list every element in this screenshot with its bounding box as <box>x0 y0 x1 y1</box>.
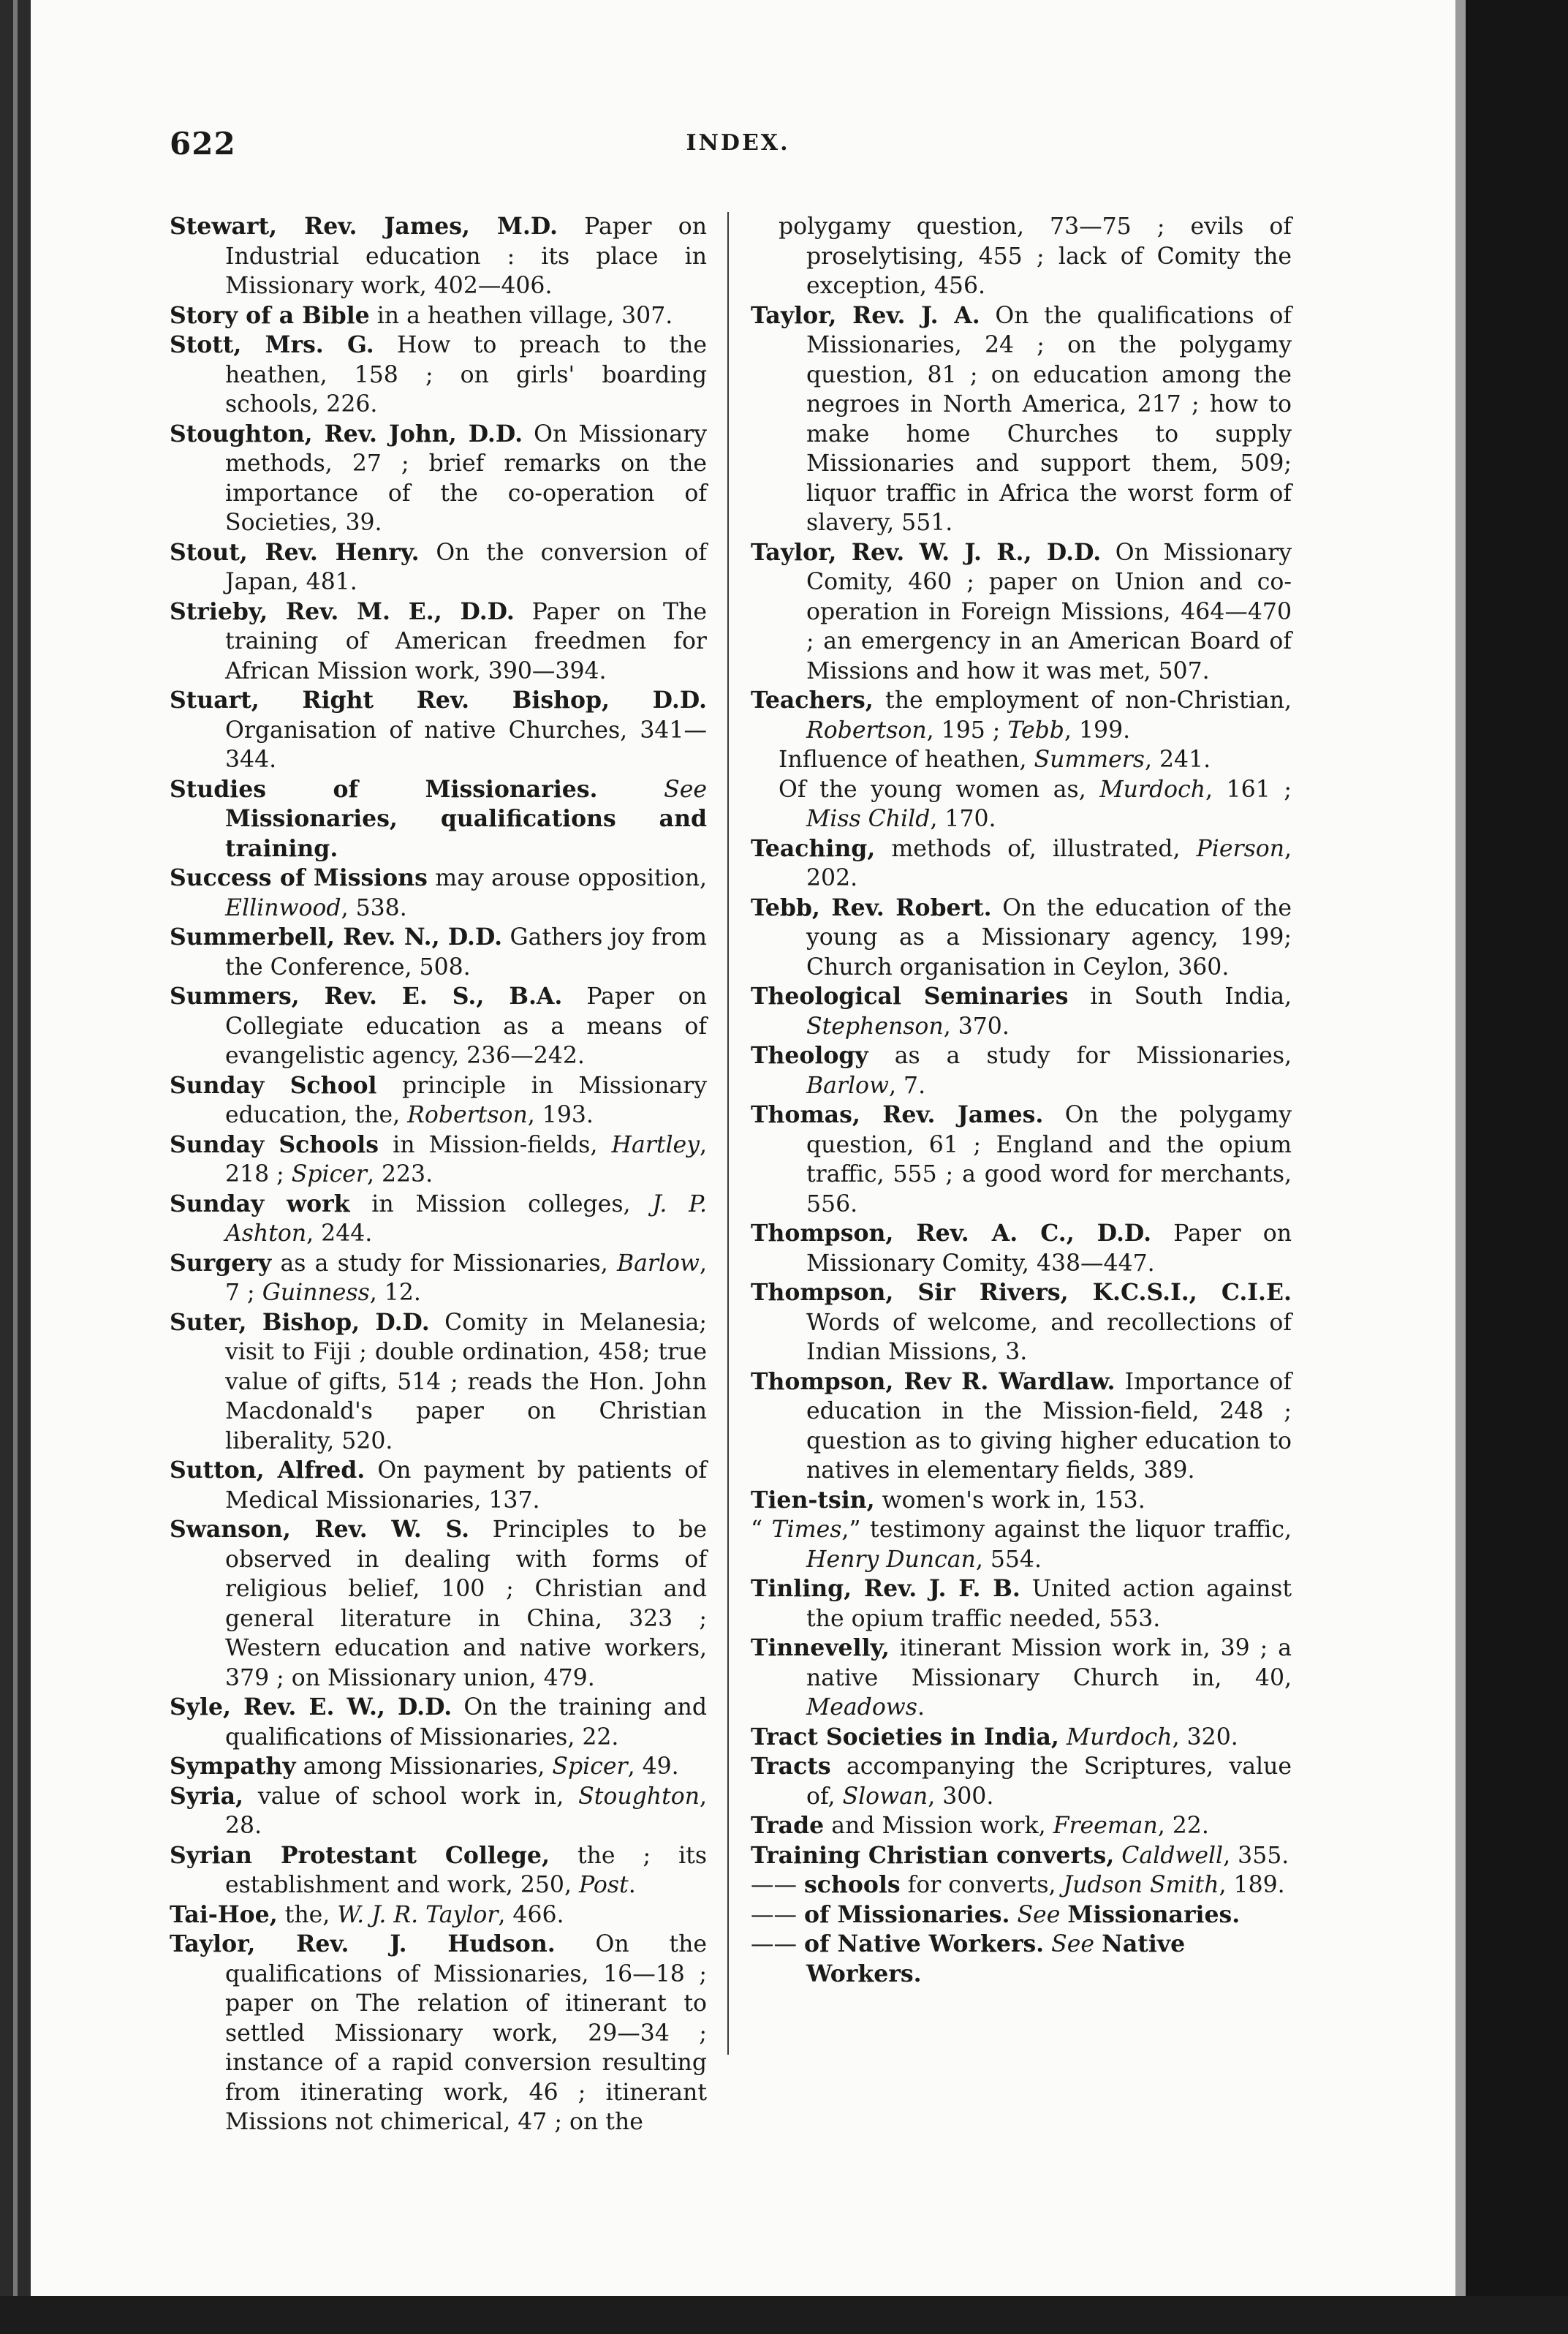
index-entry <box>170 597 707 687</box>
entry-text: , 195 ; <box>926 717 1008 744</box>
index-entry <box>751 1752 1292 1811</box>
entry-text: , 355. <box>1223 1842 1289 1869</box>
entry-citation: Miss Child <box>806 806 931 832</box>
entry-headword: Taylor, Rev. W. J. R., D.D. <box>751 538 1102 566</box>
entry-citation: Caldwell <box>1121 1842 1224 1869</box>
index-column-right <box>751 212 1292 1989</box>
entry-citation: Robertson <box>407 1102 528 1128</box>
index-entry <box>170 1190 707 1249</box>
entry-text: , 218 ; <box>225 1131 708 1187</box>
entry-text: Of the young women as, <box>779 776 1100 803</box>
entry-text: , 370. <box>943 1013 1010 1040</box>
entry-headword: Summers, Rev. E. S., B.A. <box>170 983 563 1010</box>
entry-citation: Spicer <box>552 1753 628 1780</box>
entry-text <box>1010 1902 1017 1928</box>
entry-text: Paper on The training of American freedmen for African Mission work, 390—394. <box>225 598 707 684</box>
entry-text: “ <box>751 1517 772 1543</box>
index-entry <box>751 1367 1292 1486</box>
entry-text <box>598 777 664 803</box>
index-entry <box>751 1486 1292 1516</box>
index-entry <box>170 1130 707 1190</box>
entry-citation: Stephenson <box>806 1013 944 1040</box>
entry-text: for converts, <box>900 1872 1064 1898</box>
entry-headword: Syrian Protestant College, <box>170 1841 550 1869</box>
index-entry <box>170 1782 707 1841</box>
entry-text: On the education of the young as a Missionary agency, 199; Church organisation in Ceylon, 360. <box>806 894 1292 981</box>
entry-citation: Guinness <box>262 1280 370 1306</box>
entry-text: in South India, <box>1068 983 1292 1010</box>
entry-text: , 241. <box>1144 747 1211 773</box>
entry-text: ,” testimony against the liquor traffic, <box>841 1517 1292 1543</box>
entry-citation: Henry Duncan <box>806 1546 976 1573</box>
entry-text: , 170. <box>930 806 996 832</box>
entry-text: —— <box>751 1872 805 1898</box>
index-entry <box>751 1219 1292 1278</box>
entry-text: , 320. <box>1172 1723 1238 1750</box>
entry-text: Paper on Collegiate education as a means of evangelistic agency, 236—242. <box>225 983 708 1069</box>
entry-headword: Stoughton, Rev. John, D.D. <box>170 420 523 447</box>
entry-text: , 223. <box>366 1161 433 1187</box>
entry-citation: Tebb <box>1007 717 1064 744</box>
entry-text: among Missionaries, <box>295 1753 553 1780</box>
entry-citation: Stoughton <box>578 1783 700 1810</box>
index-entry <box>751 1811 1292 1841</box>
index-column-left <box>170 212 707 2137</box>
entry-text: value of school work in, <box>243 1783 579 1810</box>
entry-text: , 554. <box>975 1546 1042 1573</box>
index-entry <box>170 331 707 420</box>
entry-citation: Barlow <box>806 1072 889 1099</box>
entry-text: . <box>628 1872 636 1898</box>
entry-headword: Thompson, Rev R. Wardlaw. <box>751 1367 1116 1395</box>
entry-citation: See <box>1017 1901 1061 1928</box>
entry-headword: Tract Societies in India, <box>751 1723 1059 1750</box>
entry-text: Principles to be observed in dealing with forms of religious belief, 100 ; Christian and general literature in China, 323 ; Western education and native workers, 379 ; on Missionary union, 479. <box>225 1517 707 1691</box>
entry-text: in Mission-fields, <box>378 1131 612 1158</box>
entry-text: the employment of non-Christian, <box>873 687 1292 714</box>
entry-text: , 7 ; <box>225 1250 707 1306</box>
entry-headword: Stout, Rev. Henry. <box>170 538 420 566</box>
index-entry <box>751 538 1292 687</box>
index-entry <box>170 538 707 597</box>
entry-text: in Mission colleges, <box>349 1190 653 1217</box>
index-entry <box>170 1308 707 1457</box>
index-entry <box>170 212 707 301</box>
entry-text <box>1044 1931 1051 1957</box>
entry-text: , 49. <box>627 1753 679 1780</box>
entry-citation: Murdoch <box>1066 1723 1173 1750</box>
entry-headword: Thomas, Rev. James. <box>751 1101 1044 1128</box>
entry-headword: Story of a Bible <box>170 301 370 329</box>
index-entry <box>751 686 1292 745</box>
index-subentry <box>751 745 1292 775</box>
entry-text: itinerant Mission work in, 39 ; a native Missionary Church in, 40, <box>806 1635 1292 1691</box>
entry-citation: See <box>1051 1931 1095 1957</box>
index-entry <box>751 1041 1292 1100</box>
scan-border-bottom <box>0 2296 1568 2334</box>
entry-text: , 7. <box>889 1072 926 1099</box>
entry-text: the, <box>277 1901 338 1928</box>
entry-text: , 189. <box>1219 1872 1285 1898</box>
entry-headword: Stott, Mrs. G. <box>170 331 374 358</box>
entry-citation: Murdoch <box>1099 776 1206 803</box>
index-entry <box>751 982 1292 1041</box>
entry-headword: of Missionaries. <box>804 1900 1010 1928</box>
entry-text: may arouse opposition, <box>427 865 707 891</box>
page-number: 622 <box>170 126 236 162</box>
entry-headword: Stuart, Right Rev. Bishop, D.D. <box>170 687 707 714</box>
entry-text: How to preach to the heathen, 158 ; on girls' boarding schools, 226. <box>225 332 707 418</box>
index-subentry <box>751 775 1292 834</box>
index-entry <box>170 1071 707 1130</box>
entry-text: as a study for Missionaries, <box>868 1043 1292 1069</box>
entry-citation: Robertson <box>806 717 927 744</box>
entry-text: , 300. <box>928 1783 994 1810</box>
entry-headword: Training Christian converts, <box>751 1841 1115 1869</box>
index-entry <box>751 301 1292 538</box>
index-entry <box>170 1693 707 1752</box>
entry-headword: Theology <box>751 1042 868 1069</box>
index-entry <box>170 775 707 864</box>
index-entry <box>170 1456 707 1515</box>
entry-headword: Trade <box>751 1812 825 1839</box>
entry-text: Paper on Industrial education : its place in Missionary work, 402—406. <box>225 214 707 299</box>
index-entry <box>170 864 707 923</box>
entry-headword: Suter, Bishop, D.D. <box>170 1308 430 1336</box>
scan-border-right-edge <box>1455 0 1466 2334</box>
entry-headword: Theological Seminaries <box>751 983 1069 1010</box>
entry-headword: of Native Workers. <box>804 1930 1045 1957</box>
entry-headword: Sutton, Alfred. <box>170 1457 366 1484</box>
index-entry <box>751 1723 1292 1753</box>
entry-text: Words of welcome, and recollections of Indian Missions, 3. <box>806 1309 1292 1365</box>
index-entry <box>170 923 707 982</box>
entry-text: methods of, illustrated, <box>875 835 1197 862</box>
index-entry <box>170 301 707 331</box>
entry-headword: Sympathy <box>170 1753 296 1780</box>
index-entry <box>170 1249 707 1308</box>
entry-citation: Times <box>771 1517 842 1543</box>
entry-text: . <box>917 1694 925 1721</box>
entry-text: Comity in Melanesia; visit to Fiji ; double ordination, 458; true value of gifts, 514 ; reads the Hon. John Macdonald's paper on Christian liberality, 520. <box>225 1309 707 1454</box>
entry-headword: Tai-Hoe, <box>170 1900 278 1928</box>
entry-text: , 193. <box>527 1102 594 1128</box>
entry-text: On the qualifications of Missionaries, 16—18 ; paper on The relation of itinerant to settled Missionary work, 29—34 ; instance of a rapid conversion resulting from itinerating work, 46 ; itinerant Missions not chimerical, 47 ; on the <box>225 1931 707 2135</box>
index-entry <box>170 1752 707 1782</box>
index-entry <box>170 686 707 775</box>
entry-text: accompanying the Scriptures, value of, <box>806 1753 1292 1810</box>
entry-text: , 202. <box>806 835 1292 891</box>
entry-text: Paper on Missionary Comity, 438—447. <box>806 1220 1292 1277</box>
entry-citation: Pierson <box>1196 835 1284 862</box>
entry-text: , 466. <box>498 1901 564 1928</box>
index-subentry <box>751 212 1292 301</box>
entry-headword: Teaching, <box>751 834 876 862</box>
entry-headword: Summerbell, Rev. N., D.D. <box>170 924 503 951</box>
index-entry <box>170 982 707 1071</box>
entry-text: On Missionary methods, 27 ; brief remarks on the importance of the co-operation of Societies, 39. <box>225 420 707 536</box>
entry-text: On the training and qualifications of Missionaries, 22. <box>225 1694 707 1750</box>
entry-citation: J. P. Ashton <box>225 1190 707 1247</box>
entry-citation: Meadows <box>806 1694 917 1721</box>
index-entry <box>751 1278 1292 1367</box>
column-divider <box>727 212 729 2055</box>
entry-headword: Thompson, Rev. A. C., D.D. <box>751 1220 1152 1247</box>
entry-headword: Tebb, Rev. Robert. <box>751 894 992 921</box>
scan-border-left <box>0 0 31 2334</box>
index-entry <box>751 1900 1292 1930</box>
entry-citation: Freeman <box>1053 1813 1158 1839</box>
entry-text: Importance of education in the Mission-field, 248 ; question as to giving higher education to natives in elementary fields, 389. <box>806 1368 1292 1484</box>
entry-citation: Barlow <box>616 1250 700 1277</box>
entry-text <box>1059 1724 1067 1750</box>
entry-headword: Sunday School <box>170 1071 377 1099</box>
entry-text: Organisation of native Churches, 341—344. <box>225 717 707 773</box>
entry-text: the ; its establishment and work, 250, <box>225 1842 707 1898</box>
entry-text <box>1114 1843 1121 1869</box>
entry-text: polygamy question, 73—75 ; evils of proselytising, 455 ; lack of Comity the exception, 456. <box>779 214 1292 299</box>
entry-text: Influence of heathen, <box>779 747 1034 773</box>
entry-citation: Post <box>578 1872 629 1898</box>
entry-citation: Judson Smith <box>1063 1872 1219 1898</box>
entry-headword: Tinling, Rev. J. F. B. <box>751 1575 1020 1602</box>
entry-text: in a heathen village, 307. <box>369 302 673 329</box>
entry-headword: Success of Missions <box>170 864 428 891</box>
entry-headword: Strieby, Rev. M. E., D.D. <box>170 597 515 625</box>
entry-text: , 244. <box>306 1220 373 1247</box>
scan-border-right <box>1466 0 1568 2334</box>
index-entry <box>170 420 707 538</box>
entry-text: United action against the opium traffic needed, 553. <box>806 1576 1292 1632</box>
entry-citation: Summers <box>1034 747 1145 773</box>
entry-headword: Sunday Schools <box>170 1130 379 1158</box>
entry-text: women's work in, 153. <box>874 1487 1145 1514</box>
index-entry <box>170 1515 707 1693</box>
entry-text: On payment by patients of Medical Missionaries, 137. <box>225 1457 708 1514</box>
entry-text <box>1094 1931 1102 1957</box>
entry-citation: Slowan <box>842 1783 928 1810</box>
entry-headword: Swanson, Rev. W. S. <box>170 1516 470 1543</box>
entry-text: , 22. <box>1157 1813 1209 1839</box>
entry-text: as a study for Missionaries, <box>271 1250 617 1277</box>
entry-headword: Sunday work <box>170 1190 350 1217</box>
index-entry <box>751 1930 1292 1989</box>
entry-text: On Missionary Comity, 460 ; paper on Union and co-operation in Foreign Missions, 464—470 ; an emergency in an American Board of Missions and how it was met, 507. <box>806 539 1292 684</box>
entry-headword: Thompson, Sir Rivers, K.C.S.I., C.I.E. <box>751 1279 1292 1306</box>
index-entry <box>751 1634 1292 1723</box>
entry-text: —— <box>751 1901 805 1928</box>
index-entry <box>751 1841 1292 1871</box>
entry-text: On the conversion of Japan, 481. <box>225 539 707 595</box>
index-entry <box>751 1574 1292 1634</box>
entry-citation: Spicer <box>291 1161 367 1187</box>
entry-headword: Studies of Missionaries. <box>170 775 598 803</box>
index-entry <box>751 834 1292 894</box>
index-entry <box>170 1841 707 1900</box>
entry-headword: Missionaries. <box>1067 1900 1241 1928</box>
entry-text: , 199. <box>1064 717 1131 744</box>
entry-text: On the qualifications of Missionaries, 24 ; on the polygamy question, 81 ; on education among the negroes in North America, 217 ; how to make home Churches to supply Missionaries and support them, 509; liquor traffic in Africa the worst form of slavery, 551. <box>806 302 1292 536</box>
entry-headword: Tien-tsin, <box>751 1486 875 1514</box>
entry-text: , 161 ; <box>1205 776 1292 803</box>
entry-headword: Tinnevelly, <box>751 1634 890 1661</box>
entry-citation: See <box>664 776 708 803</box>
entry-citation: Ellinwood <box>225 894 341 921</box>
entry-headword: Teachers, <box>751 687 874 714</box>
entry-headword: Surgery <box>170 1249 272 1277</box>
entry-text: —— <box>751 1931 805 1957</box>
entry-text <box>1060 1902 1067 1928</box>
entry-text: , 28. <box>225 1783 707 1839</box>
index-entry <box>751 894 1292 983</box>
index-entry <box>170 1930 707 2137</box>
entry-headword: Syria, <box>170 1782 243 1810</box>
entry-text: principle in Missionary education, the, <box>225 1072 708 1128</box>
index-entry <box>751 1515 1292 1574</box>
index-entry <box>170 1900 707 1930</box>
page-title: INDEX. <box>686 130 790 156</box>
entry-headword: Tracts <box>751 1753 831 1780</box>
entry-text: , 538. <box>341 894 407 921</box>
entry-headword: Taylor, Rev. J. A. <box>751 301 980 329</box>
entry-text: , 12. <box>369 1280 421 1306</box>
entry-citation: W. J. R. Taylor <box>337 1901 499 1928</box>
entry-headword: Taylor, Rev. J. Hudson. <box>170 1930 556 1957</box>
entry-citation: Hartley <box>611 1131 700 1158</box>
running-head <box>170 126 1306 177</box>
entry-headword: Stewart, Rev. James, M.D. <box>170 213 558 240</box>
entry-headword: Syle, Rev. E. W., D.D. <box>170 1693 452 1721</box>
entry-text: On the polygamy question, 61 ; England and the opium traffic, 555 ; a good word for merchants, 556. <box>806 1102 1292 1217</box>
entry-headword: Missionaries, qualifications and training. <box>225 805 707 862</box>
entry-text: Gathers joy from the Conference, 508. <box>225 924 708 981</box>
index-entry <box>751 1870 1292 1900</box>
entry-headword: Native Workers. <box>806 1930 1186 1987</box>
index-entry <box>751 1100 1292 1219</box>
entry-text: and Mission work, <box>824 1813 1053 1839</box>
entry-headword: schools <box>804 1871 901 1898</box>
